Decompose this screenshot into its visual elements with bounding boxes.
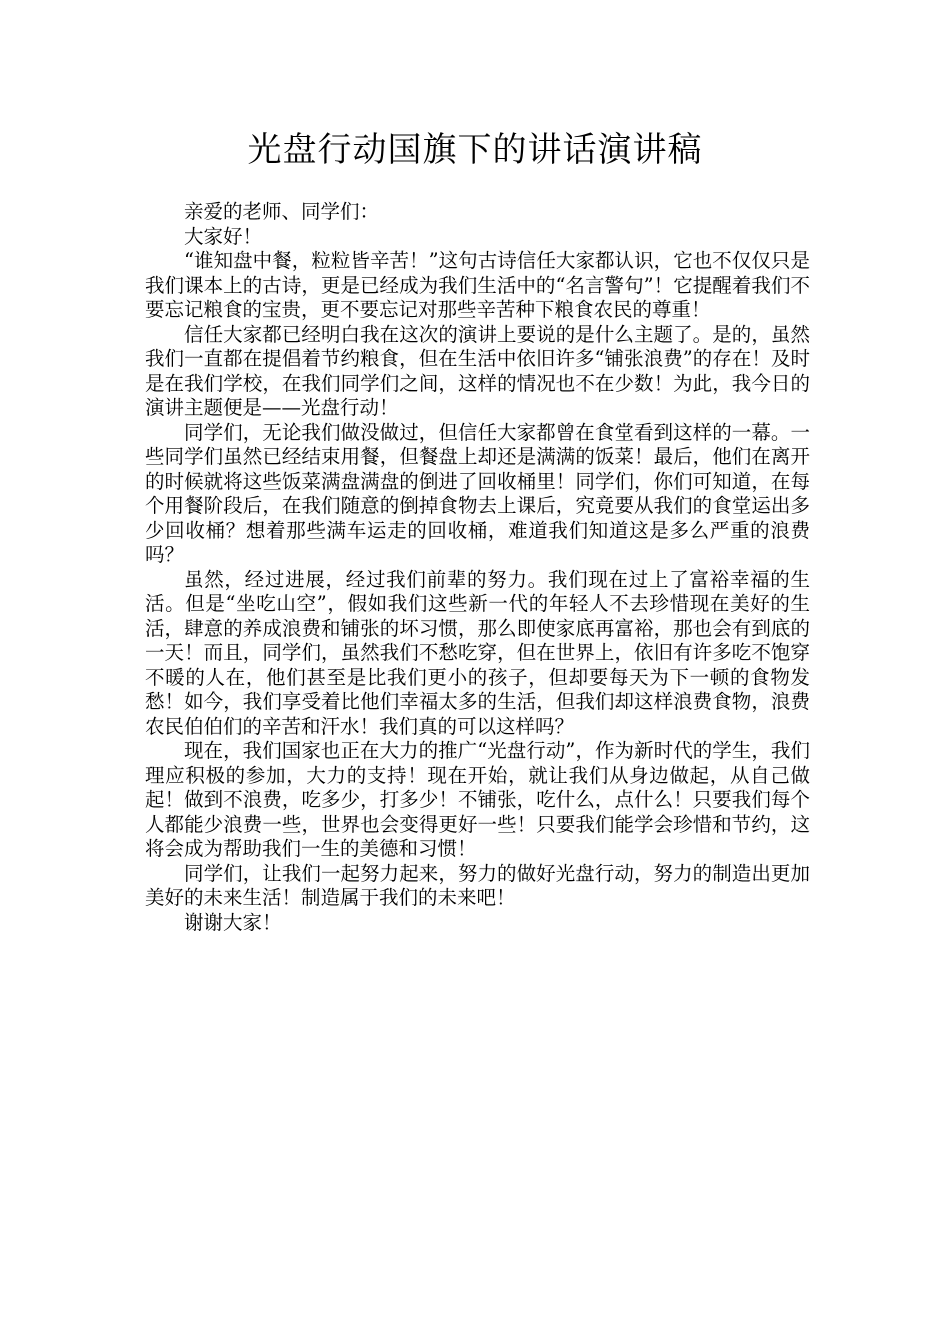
body-paragraph: 虽然，经过进展，经过我们前辈的努力。我们现在过上了富裕幸福的生活。但是“坐吃山空”，假如我们这些新一代的年轻人不去珍惜现在美好的生活，肆意的养成浪费和铺张的坏习惯，那么即使家底再富裕，那也会有到底的一天！而且，同学们，虽然我们不愁吃穿，但在世界上，依旧有许多吃不饱穿不暖的人在，他们甚至是比我们更小的孩子，但却要每天为下一顿的食物发愁！如今，我们享受着比他们幸福太多的生活，但我们却这样浪费食物，浪费农民伯伯们的辛苦和汗水！我们真的可以这样吗？ [145, 567, 810, 738]
body-paragraph: “谁知盘中餐，粒粒皆辛苦！”这句古诗信任大家都认识，它也不仅仅只是我们课本上的古诗，更是已经成为我们生活中的“名言警句”！它提醒着我们不要忘记粮食的宝贵，更不要忘记对那些辛苦种下粮食农民的尊重！ [145, 249, 810, 321]
page-title: 光盘行动国旗下的讲话演讲稿 [247, 130, 703, 170]
speech-body [145, 200, 810, 935]
greeting: 大家好！ [184, 224, 263, 248]
salutation: 亲爱的老师、同学们： [184, 200, 380, 223]
body-paragraph: 信任大家都已经明白我在这次的演讲上要说的是什么主题了。是的，虽然我们一直都在提倡着节约粮食，但在生活中依旧许多“铺张浪费”的存在！及时是在我们学校，在我们同学们之间，这样的情况也不在少数！为此，我今日的演讲主题便是——光盘行动！ [145, 322, 810, 419]
body-paragraph: 同学们，让我们一起努力起来，努力的做好光盘行动，努力的制造出更加美好的未来生活！制造属于我们的未来吧！ [145, 861, 810, 909]
body-paragraph: 现在，我们国家也正在大力的推广“光盘行动”，作为新时代的学生，我们理应积极的参加，大力的支持！现在开始，就让我们从身边做起，从自己做起！做到不浪费，吃多少，打多少！不铺张，吃什么，点什么！只要我们每个人都能少浪费一些，世界也会变得更好一些！只要我们能学会珍惜和节约，这将会成为帮助我们一生的美德和习惯！ [145, 739, 810, 860]
body-paragraph: 同学们，无论我们做没做过，但信任大家都曾在食堂看到这样的一幕。一些同学们虽然已经结束用餐，但餐盘上却还是满满的饭菜！最后，他们在离开的时候就将这些饭菜满盘满盘的倒进了回收桶里！同学们，你们可知道，在每个用餐阶段后，在我们随意的倒掉食物去上课后，究竟要从我们的食堂运出多少回收桶？想着那些满车运走的回收桶，难道我们知道这是多么严重的浪费吗？ [145, 420, 810, 566]
closing: 谢谢大家！ [184, 910, 282, 934]
